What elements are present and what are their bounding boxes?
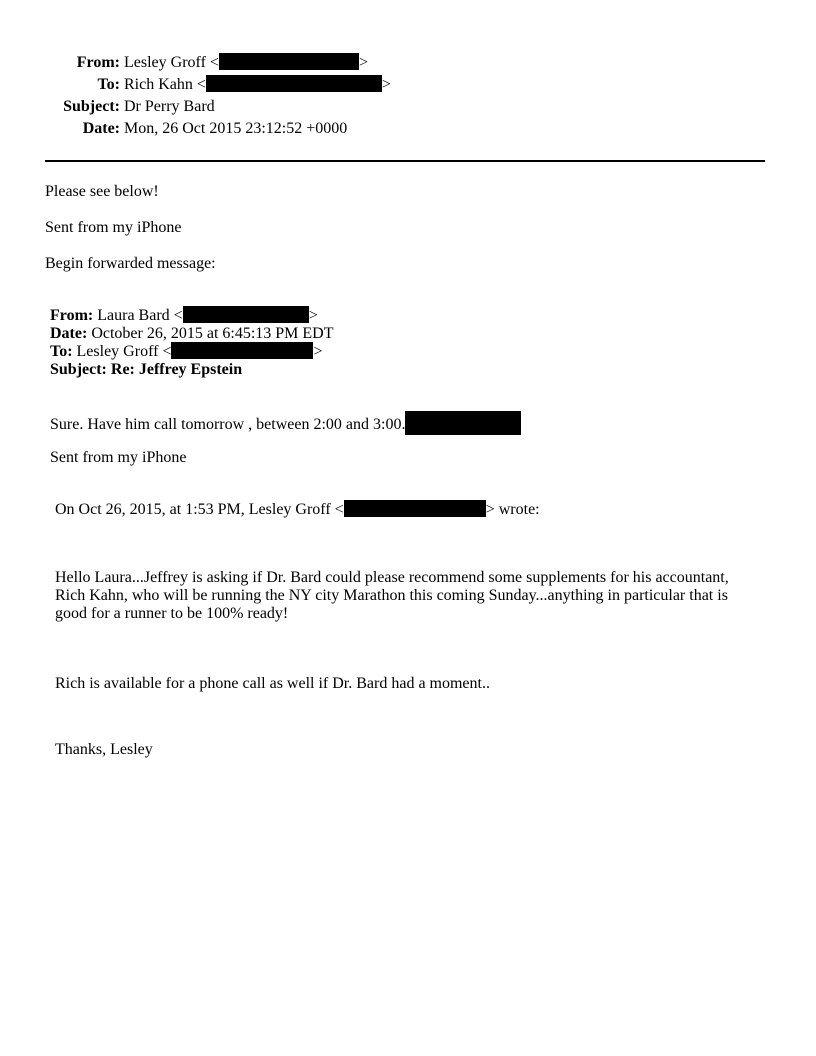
close-bracket: > bbox=[313, 343, 323, 360]
subject-label: Subject: bbox=[63, 98, 120, 115]
fwd-subject-value: Re: Jeffrey Epstein bbox=[110, 361, 243, 378]
from-value bbox=[124, 52, 368, 74]
fwd-reply-line bbox=[50, 411, 521, 436]
fwd-signature: Sent from my iPhone bbox=[50, 449, 187, 466]
open-bracket: < bbox=[196, 76, 206, 93]
to-value bbox=[124, 74, 391, 96]
redacted-phone bbox=[405, 411, 521, 435]
close-bracket: > bbox=[485, 501, 495, 518]
date-label: Date: bbox=[82, 120, 120, 137]
close-bracket: > bbox=[381, 76, 391, 93]
fwd-reply-text: Sure. Have him call tomorrow , between 2:00 and 3:00. bbox=[50, 416, 406, 433]
to-name: Rich Kahn bbox=[124, 76, 193, 93]
open-bracket: < bbox=[173, 307, 183, 324]
body-line-sent-from: Sent from my iPhone bbox=[45, 219, 182, 236]
from-name: Lesley Groff bbox=[124, 54, 206, 71]
quoted-intro-prefix: On Oct 26, 2015, at 1:53 PM, Lesley Groff bbox=[55, 501, 331, 518]
fwd-subject-label: Subject: bbox=[50, 361, 107, 378]
from-label: From: bbox=[76, 54, 120, 71]
body-line-please-see: Please see below! bbox=[45, 183, 159, 200]
header-divider bbox=[45, 160, 765, 162]
close-bracket: > bbox=[358, 54, 368, 71]
open-bracket: < bbox=[162, 343, 172, 360]
redacted-fwd-from-email bbox=[183, 306, 309, 323]
to-label: To: bbox=[97, 76, 120, 93]
open-bracket: < bbox=[209, 54, 219, 71]
open-bracket: < bbox=[334, 501, 344, 518]
close-bracket: > bbox=[308, 307, 318, 324]
redacted-from-email bbox=[219, 53, 359, 70]
date-value: Mon, 26 Oct 2015 23:12:52 +0000 bbox=[124, 120, 348, 137]
body-line-begin-forwarded: Begin forwarded message: bbox=[45, 255, 216, 272]
quoted-paragraph-1: Hello Laura...Jeffrey is asking if Dr. Bard could please recommend some supplements for his accountant, Rich Kahn, who will be running the NY city Marathon this coming Sunday...anything in particular that is good for a runner to be 100% ready! bbox=[55, 569, 729, 622]
quoted-signoff: Thanks, Lesley bbox=[55, 741, 153, 758]
redacted-fwd-to-email bbox=[171, 342, 313, 359]
fwd-subject-line bbox=[50, 359, 242, 381]
fwd-from-label: From: bbox=[50, 307, 94, 324]
fwd-to-name: Lesley Groff bbox=[76, 343, 159, 360]
quoted-paragraph-2: Rich is available for a phone call as well if Dr. Bard had a moment.. bbox=[55, 675, 490, 692]
redacted-quoted-email bbox=[344, 500, 486, 517]
subject-value: Dr Perry Bard bbox=[124, 98, 215, 115]
fwd-date-value: October 26, 2015 at 6:45:13 PM EDT bbox=[91, 325, 334, 342]
fwd-from-name: Laura Bard bbox=[97, 307, 170, 324]
fwd-date-label: Date: bbox=[50, 325, 88, 342]
fwd-to-label: To: bbox=[50, 343, 73, 360]
quoted-intro-line bbox=[55, 499, 540, 521]
redacted-to-email bbox=[206, 75, 382, 92]
quoted-intro-suffix: wrote: bbox=[498, 501, 540, 518]
